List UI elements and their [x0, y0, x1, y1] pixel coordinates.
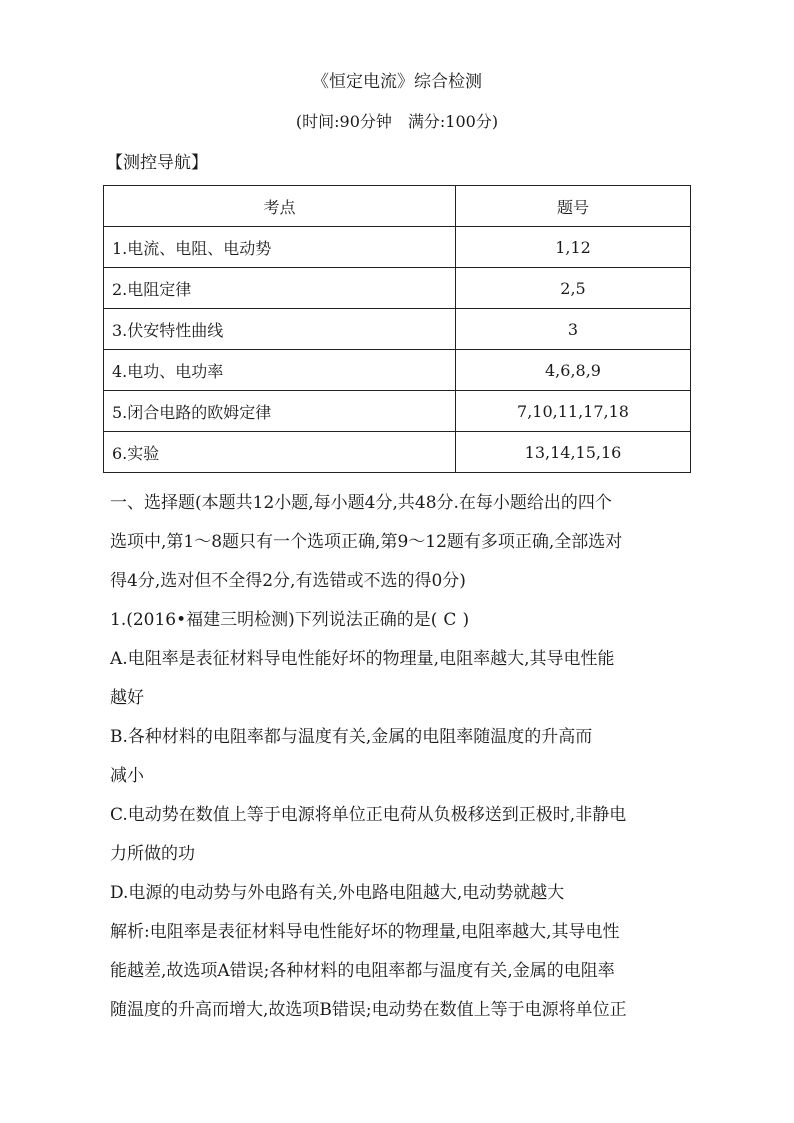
section-intro-line: 选项中,第1～8题只有一个选项正确,第9～12题有多项正确,全部选对 [110, 532, 623, 552]
table-header-row [104, 186, 691, 227]
analysis-line: 随温度的升高而增大,故选项B错误;电动势在数值上等于电源将单位正 [110, 1000, 627, 1020]
table-header-topic: 考点 [104, 186, 456, 227]
table-row [104, 391, 691, 432]
option-line: C.电动势在数值上等于电源将单位正电荷从负极移送到正极时,非静电 [110, 805, 627, 825]
table-row [104, 309, 691, 350]
section-heading: 【测控导航】 [106, 153, 208, 173]
question-stem-text: 1.(2016•福建三明检测)下列说法正确的是( [110, 610, 438, 630]
option-line: B.各种材料的电阻率都与温度有关,金属的电阻率随温度的升高而 [110, 727, 593, 747]
table-row [104, 350, 691, 391]
table-row [104, 227, 691, 268]
table-cell-numbers: 3 [456, 309, 691, 350]
question-stem-close: ) [462, 610, 470, 630]
question-answer: C [443, 610, 457, 630]
table-cell-topic: 6.实验 [104, 432, 456, 473]
analysis-line: 解析:电阻率是表征材料导电性能好坏的物理量,电阻率越大,其导电性 [110, 922, 620, 942]
table-row [104, 268, 691, 309]
option-line: A.电阻率是表征材料导电性能好坏的物理量,电阻率越大,其导电性能 [110, 649, 615, 669]
table-cell-numbers: 4,6,8,9 [456, 350, 691, 391]
question-1-stem [110, 601, 690, 640]
table-cell-topic: 2.电阻定律 [104, 268, 456, 309]
table-header-numbers: 题号 [456, 186, 691, 227]
option-line: 力所做的功 [110, 844, 195, 864]
page-title: 《恒定电流》综合检测 [312, 72, 482, 92]
section-intro-line: 一、选择题(本题共12小题,每小题4分,共48分.在每小题给出的四个 [110, 493, 612, 513]
question-body [110, 484, 690, 1030]
table-cell-topic: 3.伏安特性曲线 [104, 309, 456, 350]
table-cell-topic: 4.电功、电功率 [104, 350, 456, 391]
section-intro-line: 得4分,选对但不全得2分,有选错或不选的得0分) [110, 571, 466, 591]
table-cell-topic: 1.电流、电阻、电动势 [104, 227, 456, 268]
option-line: 减小 [110, 766, 144, 786]
table-cell-numbers: 13,14,15,16 [456, 432, 691, 473]
option-line: D.电源的电动势与外电路有关,外电路电阻越大,电动势就越大 [110, 883, 565, 903]
table-cell-numbers: 1,12 [456, 227, 691, 268]
table-cell-numbers: 7,10,11,17,18 [456, 391, 691, 432]
table-cell-numbers: 2,5 [456, 268, 691, 309]
exam-time-and-score: (时间:90分钟 满分:100分) [295, 112, 499, 131]
analysis-line: 能越差,故选项A错误;各种材料的电阻率都与温度有关,金属的电阻率 [110, 961, 615, 981]
table-cell-topic: 5.闭合电路的欧姆定律 [104, 391, 456, 432]
option-line: 越好 [110, 688, 144, 708]
guide-table [103, 185, 691, 473]
table-row [104, 432, 691, 473]
